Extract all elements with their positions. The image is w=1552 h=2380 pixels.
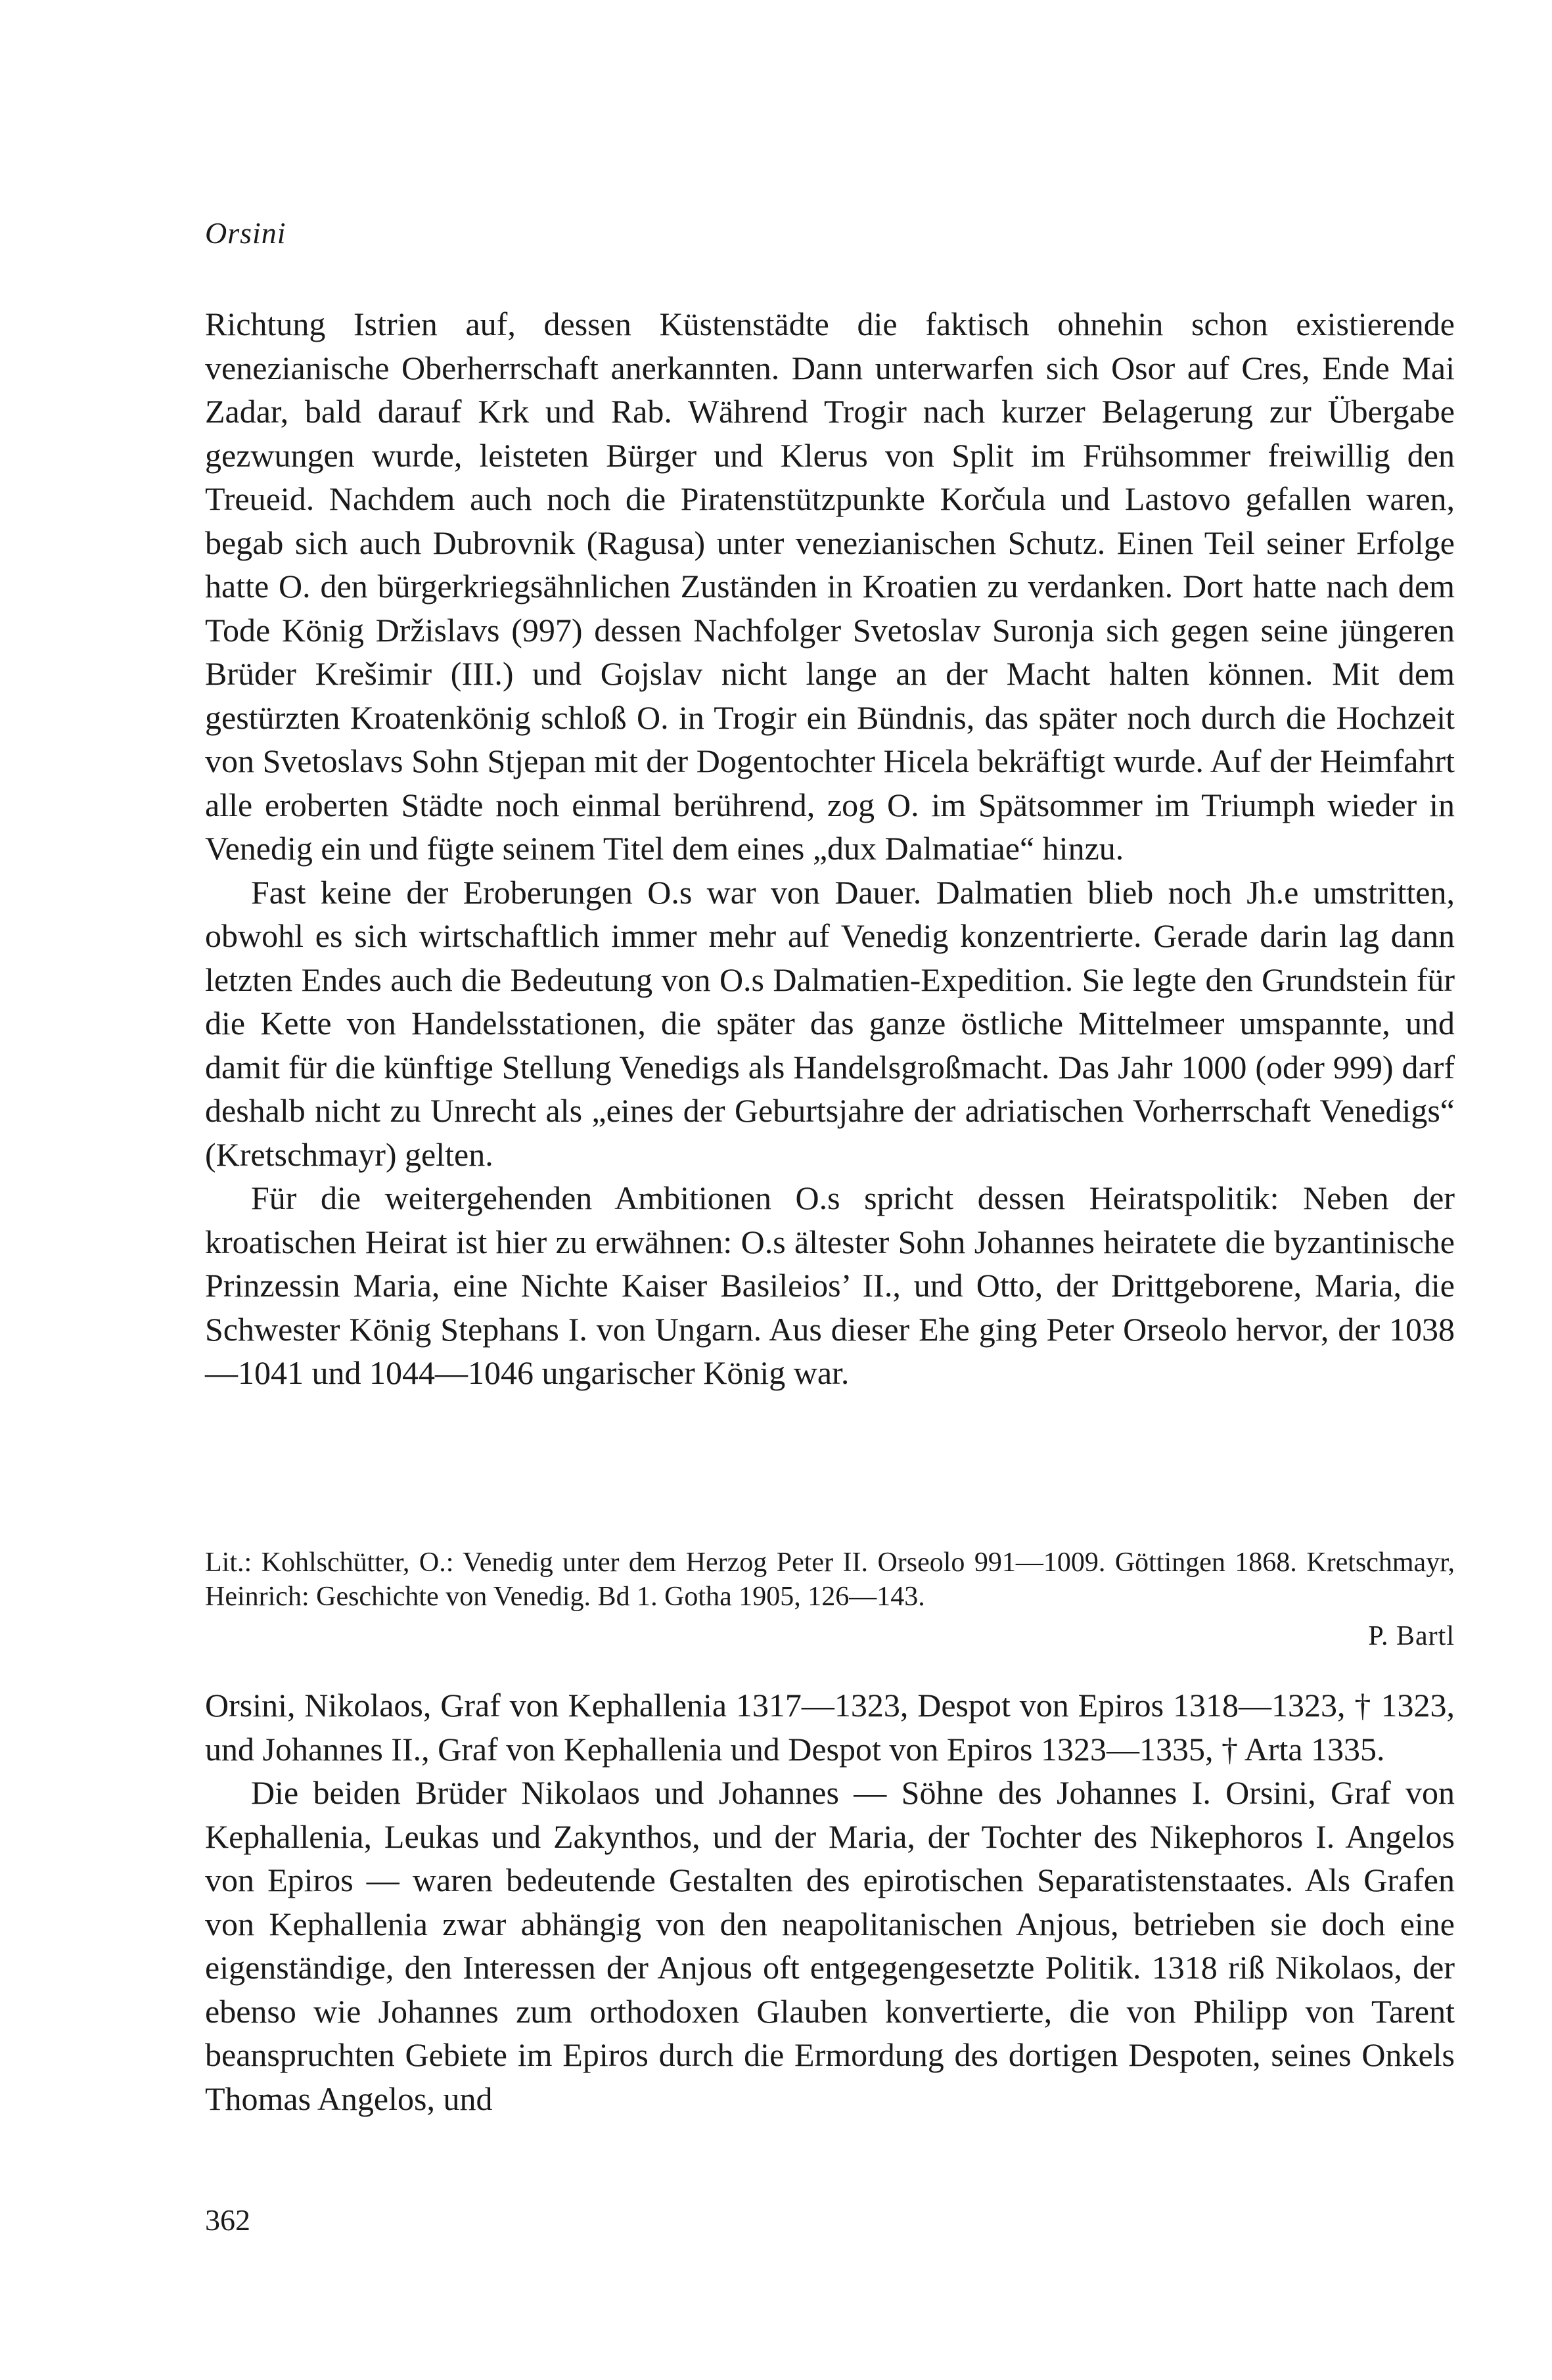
article-author: P. Bartl [1368,1621,1455,1651]
running-head: Orsini [205,216,286,250]
entry-heading-details: Nikolaos, Graf von Kephallenia 1317—1323, Despot von Epiros 1318—1323, † 1323, und Johannes II., Graf von Kephallenia und Despot von Epiros 1323—1335, † Arta 1335. [205,1687,1455,1768]
paragraph: Für die weitergehenden Ambitionen O.s spricht dessen Heiratspolitik: Neben der kroatischen Heirat ist hier zu erwähnen: O.s ältester Sohn Johannes heiratete die byzantinische Prinzessin Maria, eine Nichte Kaiser Basileios’ II., und Otto, der Drittgeborene, Maria, die Schwester König Stephans I. von Ungarn. Aus dieser Ehe ging Peter Orseolo hervor, der 1038—1041 und 1044—1046 ungarischer König war. [205,1179,1455,1391]
page-number: 362 [205,2203,250,2237]
entry-heading [205,1683,1455,1771]
paragraph: Richtung Istrien auf, dessen Küstenstädte die faktisch ohnehin schon existierende venezianische Oberherrschaft anerkannten. Dann unterwarfen sich Osor auf Cres, Ende Mai Zadar, bald darauf Krk und Rab. Während Trogir nach kurzer Belagerung zur Übergabe gezwungen wurde, leisteten Bürger und Klerus von Split im Frühsommer freiwillig den Treueid. Nachdem auch noch die Piratenstützpunkte Korčula und Lastovo gefallen waren, begab sich auch Dubrovnik (Ragusa) unter venezianischen Schutz. Einen Teil seiner Erfolge hatte O. den bürgerkriegsähnlichen Zuständen in Kroatien zu verdanken. Dort hatte nach dem Tode König Držislavs (997) dessen Nachfolger Svetoslav Suronja sich gegen seine jüngeren Brüder Krešimir (III.) und Gojslav nicht lange an der Macht halten können. Mit dem gestürzten Kroatenkönig schloß O. in Trogir ein Bündnis, das später noch durch die Hochzeit von Svetoslavs Sohn Stjepan mit der Dogentochter Hicela bekräftigt wurde. Auf der Heimfahrt alle eroberten Städte noch einmal berührend, zog O. im Spätsommer im Triumph wieder in Venedig ein und fügte seinem Titel dem eines „dux Dalmatiae“ hinzu. [205,306,1455,867]
article-body-orsini [205,1683,1455,2120]
paragraph: Die beiden Brüder Nikolaos und Johannes — Söhne des Johannes I. Orsini, Graf von Kephallenia, Leukas und Zakynthos, und der Maria, der Tochter des Nikephoros I. Angelos von Epiros — waren bedeutende Gestalten des epirotischen Separatistenstaates. Als Grafen von Kephallenia zwar abhängig von den neapolitanischen Anjous, betrieben sie doch eine eigenständige, den Interessen der Anjous oft entgegengesetzte Politik. 1318 riß Nikolaos, der ebenso wie Johannes zum orthodoxen Glauben konvertierte, die von Philipp von Tarent beanspruchten Gebiete im Epiros durch die Ermordung des dortigen Despoten, seines Onkels Thomas Angelos, und [205,1774,1455,2117]
paragraph: Fast keine der Eroberungen O.s war von Dauer. Dalmatien blieb noch Jh.e umstritten, obwohl es sich wirtschaftlich immer mehr auf Venedig konzentrierte. Gerade darin lag dann letzten Endes auch die Bedeutung von O.s Dalmatien-Expedition. Sie legte den Grundstein für die Kette von Handelsstationen, die später das ganze östliche Mittelmeer umspannte, und damit für die künftige Stellung Venedigs als Handelsgroßmacht. Das Jahr 1000 (oder 999) darf deshalb nicht zu Unrecht als „eines der Geburtsjahre der adriatischen Vorherrschaft Venedigs“ (Kretschmayr) gelten. [205,873,1455,1173]
entry-headword: Orsini, [205,1687,296,1724]
literature-text: Lit.: Kohlschütter, O.: Venedig unter dem Herzog Peter II. Orseolo 991—1009. Göttingen 1868. Kretschmayr, Heinrich: Geschichte von Venedig. Bd 1. Gotha 1905, 126—143. [205,1547,1455,1612]
literature-references [205,1545,1455,1614]
article-body-orseolo [205,302,1455,1395]
